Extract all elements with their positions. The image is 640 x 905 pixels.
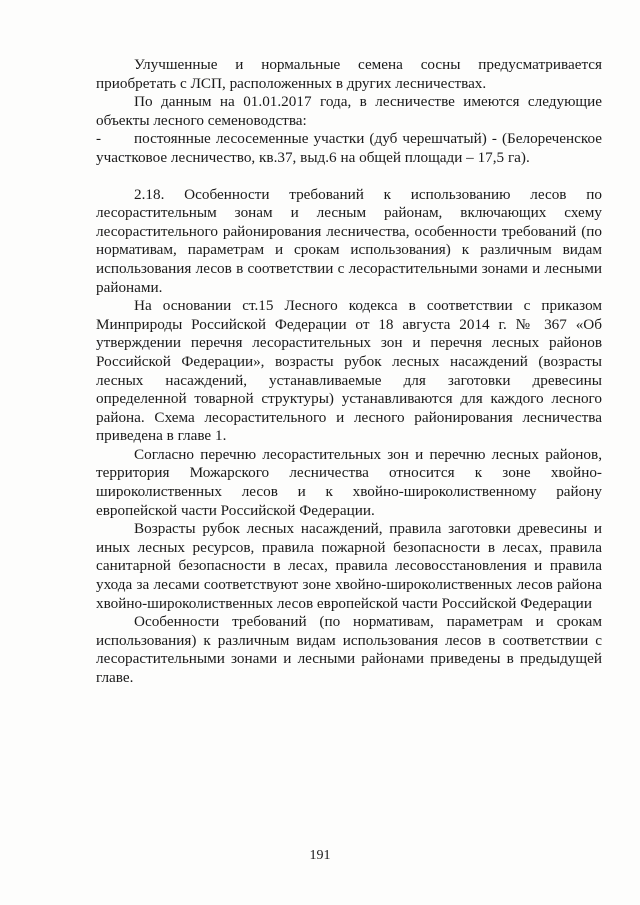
paragraph-seeds: Улучшенные и нормальные семена сосны предусматривается приобретать с ЛСП, расположенных в других лесничествах. [96, 56, 602, 92]
list-item-text: постоянные лесосеменные участки (дуб черешчатый) - (Белореченское участковое лесничество, кв.37, выд.6 на общей площади – 17,5 га). [96, 130, 602, 166]
paragraph-zone-classification: Согласно перечню лесорастительных зон и перечню лесных районов, территория Можарского лесничества относится к зоне хвойно-широколиственных лесов и к хвойно-широколиственному району европейской части Российской Федерации. [96, 445, 602, 519]
paragraph-legal-basis: На основании ст.15 Лесного кодекса в соответствии с приказом Минприроды Российской Федерации от 18 августа 2014 г. № 367 «Об утверждении перечня лесорастительных зон и перечня лесных районов Российской Федерации», возрасты рубок лесных насаждений (возрасты лесных насаждений, устанавливаемые для заготовки древесины определенной товарной структуры) устанавливаются для каждого лесного района. Схема лесорастительного и лесного районирования лесничества приведена в главе 1. [96, 297, 602, 445]
paragraph-felling-rules: Возрасты рубок лесных насаждений, правила заготовки древесины и иных лесных ресурсов, правила пожарной безопасности в лесах, правила санитарной безопасности в лесах, правила лесовосстановления и правила ухода за лесами соответствуют зоне хвойно-широколиственных лесов района хвойно-широколиственных лесов европейской части Российской Федерации [96, 520, 602, 612]
list-item-seed-plots [96, 130, 602, 167]
document-body [96, 56, 602, 688]
paragraph-seed-objects: По данным на 01.01.2017 года, в лесничестве имеются следующие объекты лесного семеноводства: [96, 93, 602, 129]
page-number: 191 [309, 848, 331, 863]
spacer [96, 168, 602, 186]
dash-marker: - [96, 130, 102, 148]
section-heading-2-18: 2.18. Особенности требований к использованию лесов по лесорастительным зонам и лесным районам, включающих схему лесорастительного районирования лесничества, особенности требований (по нормативам, параметрам и срокам использования) к различным видам использования лесов в соответствии с лесорастительными зонами и лесными районами. [96, 185, 602, 296]
paragraph-requirements-reference: Особенности требований (по нормативам, параметрам и срокам использования) к различным видам использования лесов в соответствии с лесорастительными зонами и лесными районами приведены в предыдущей главе. [96, 613, 602, 686]
